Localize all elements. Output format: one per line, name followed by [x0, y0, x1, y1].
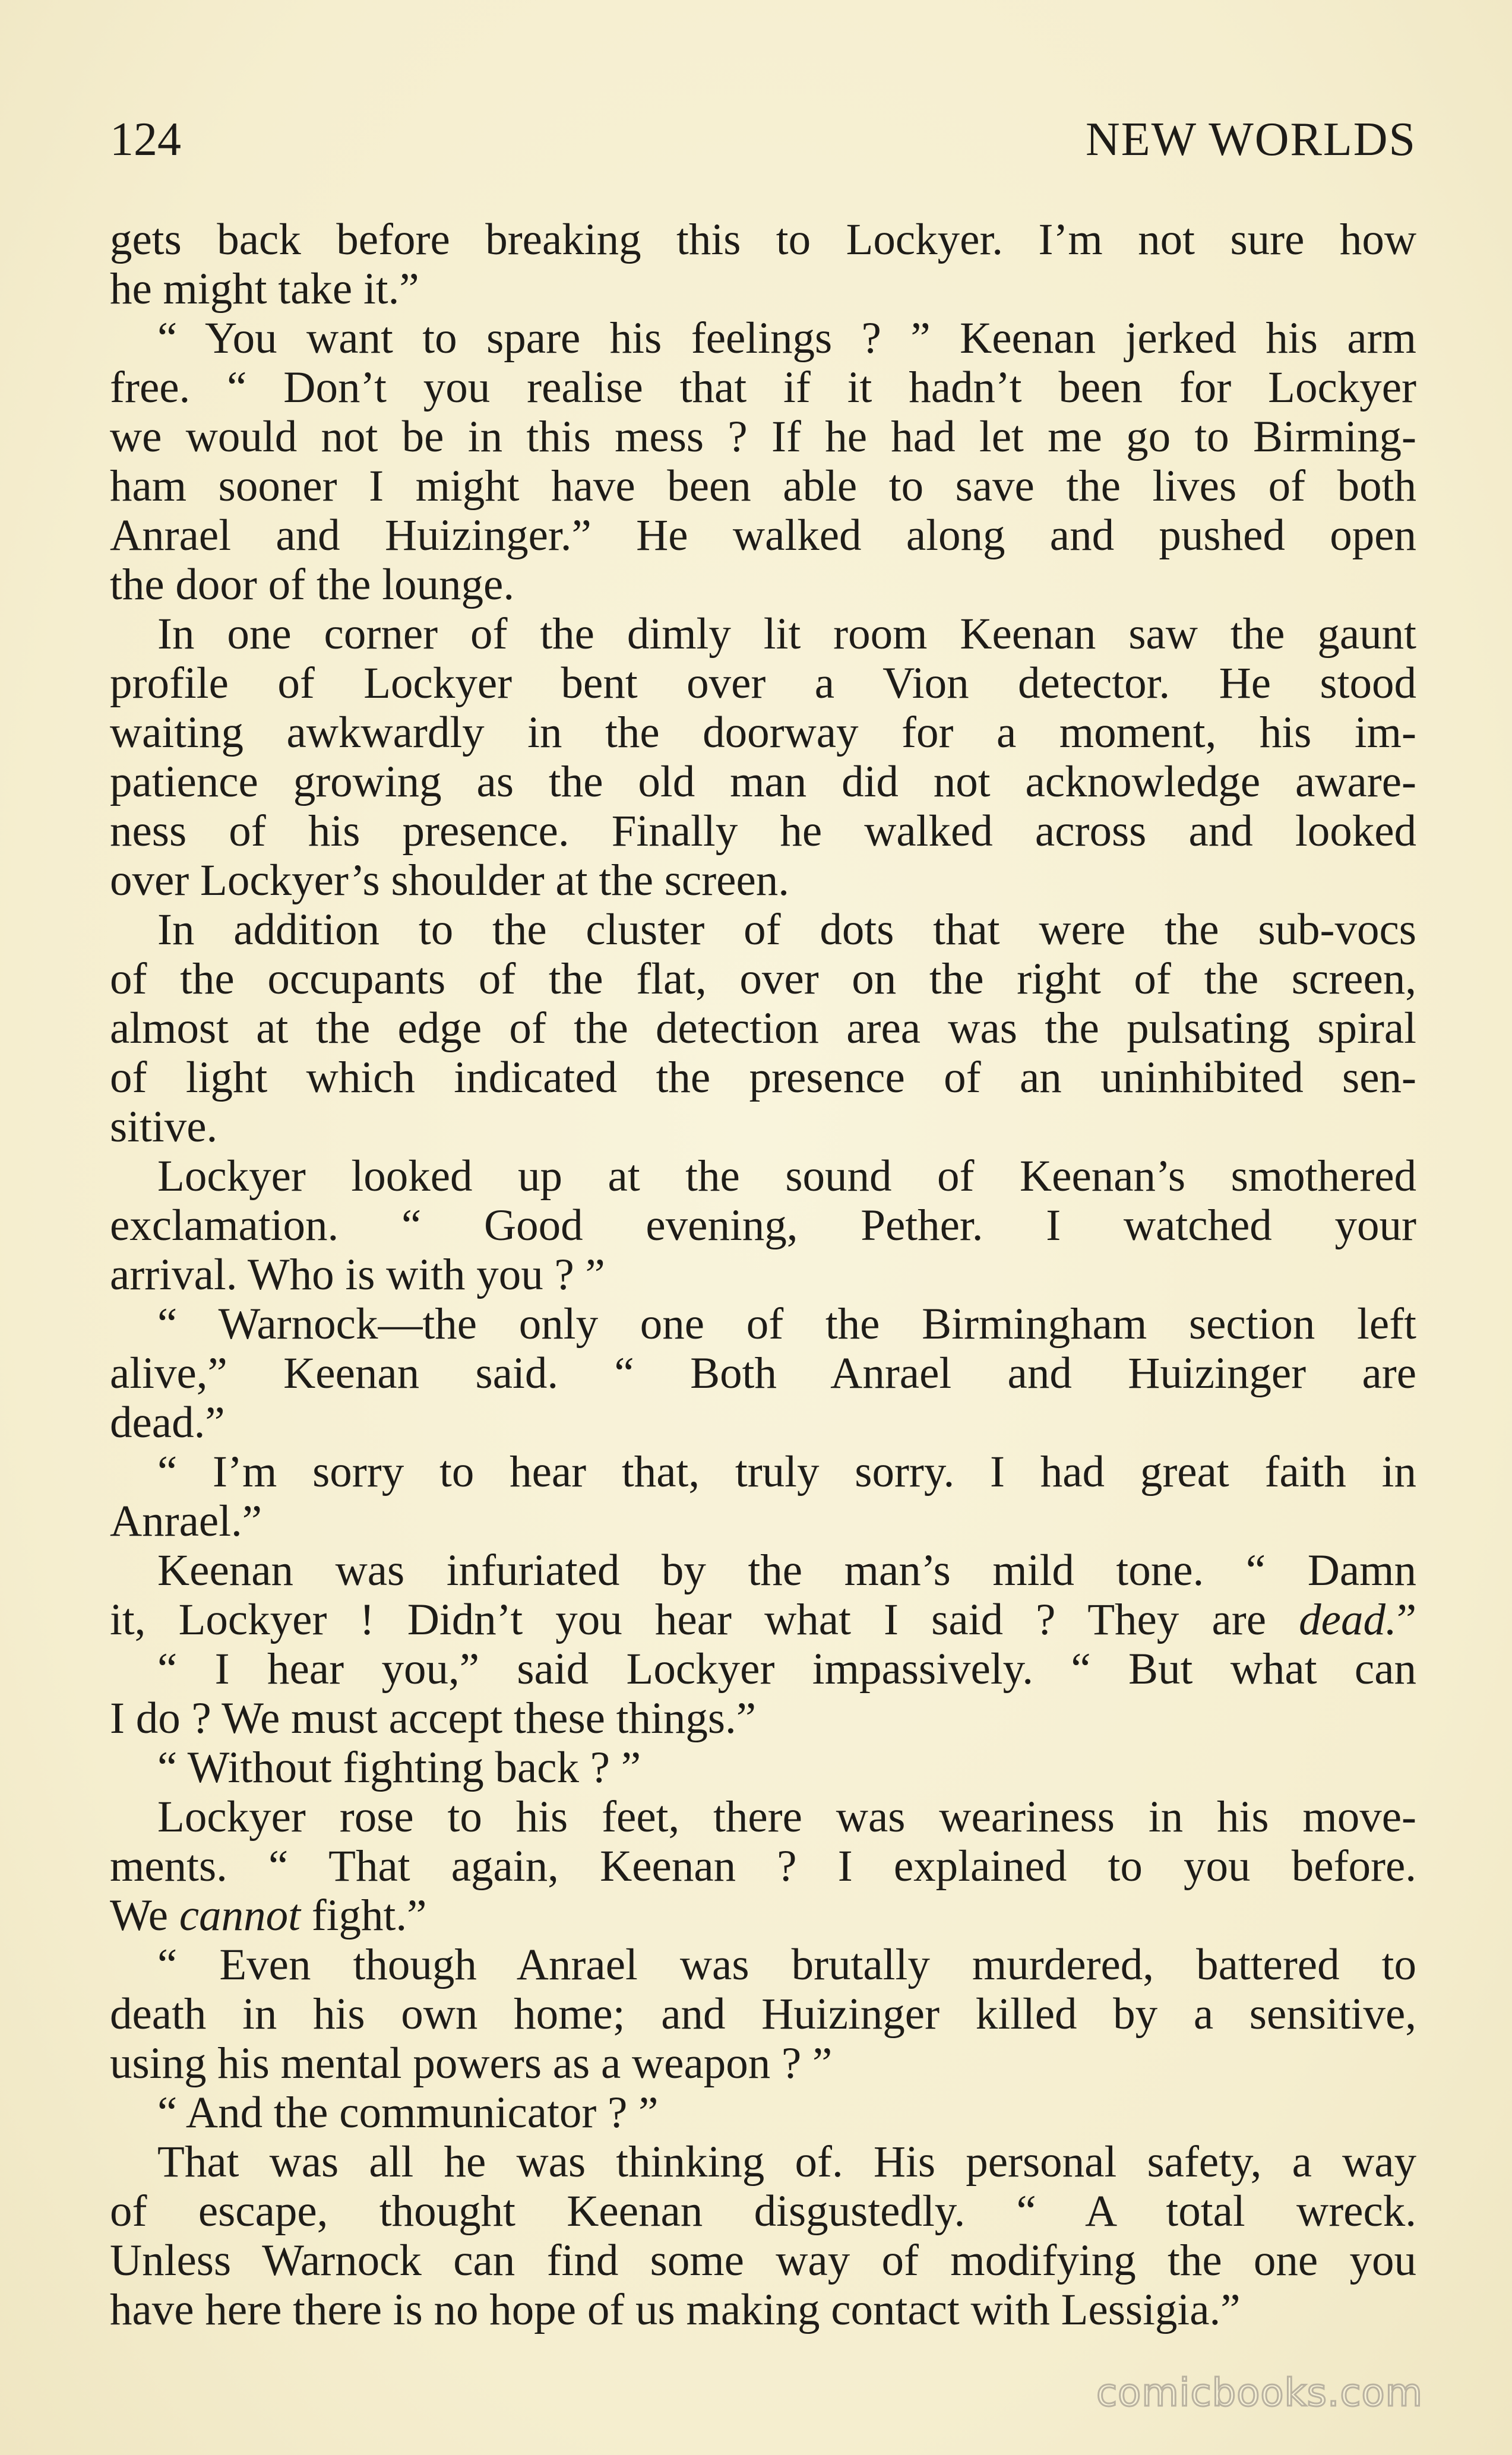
text-line [110, 363, 1416, 412]
text-line-content: using his mental powers as a weapon ? ” [110, 2039, 833, 2088]
text-line [110, 1497, 1416, 1546]
text-line-content: patience growing as the old man did not acknowledge aware- [110, 757, 1416, 806]
text-line [110, 2236, 1416, 2285]
text-line-content: it, Lockyer ! Didn’t you hear what I said ? They are [110, 1595, 1299, 1644]
text-line [110, 757, 1416, 806]
text-line [110, 806, 1416, 856]
text-line-tail: fight.” [300, 1891, 427, 1940]
text-line [110, 1842, 1416, 1891]
text-line-content: “ I’m sorry to hear that, truly sorry. I had great faith in [157, 1447, 1416, 1497]
text-line [110, 560, 1416, 609]
text-line [110, 1989, 1416, 2039]
page-header [110, 113, 1416, 166]
text-line-content: “ Even though Anrael was brutally murdered, battered to [157, 1940, 1416, 1989]
text-line [110, 1299, 1416, 1349]
text-line-content: the door of the lounge. [110, 560, 515, 609]
text-line [110, 2187, 1416, 2236]
text-line [110, 1447, 1416, 1497]
text-line-content: “ Without fighting back ? ” [157, 1743, 641, 1792]
text-line [110, 1053, 1416, 1102]
text-line-content: ness of his presence. Finally he walked across and looked [110, 806, 1416, 856]
italic-emphasis: cannot [179, 1891, 300, 1940]
text-line-content: That was all he was thinking of. His personal safety, a way [157, 2137, 1416, 2187]
text-line [110, 1151, 1416, 1201]
text-line-tail: ” [1396, 1595, 1416, 1644]
text-line [110, 1644, 1416, 1694]
text-line [110, 1250, 1416, 1299]
text-line [110, 609, 1416, 659]
text-line [110, 708, 1416, 757]
text-line [110, 314, 1416, 363]
running-title: NEW WORLDS [1085, 113, 1416, 166]
text-line [110, 1891, 1416, 1940]
text-line-content: Anrael and Huizinger.” He walked along and pushed open [110, 511, 1416, 560]
text-line [110, 1201, 1416, 1250]
text-line-content: Lockyer rose to his feet, there was weariness in his move- [157, 1792, 1416, 1842]
text-line-content: “ You want to spare his feelings ? ” Keenan jerked his arm [157, 314, 1416, 363]
text-line [110, 461, 1416, 511]
text-line [110, 2137, 1416, 2187]
text-line [110, 1398, 1416, 1447]
text-line-content: free. “ Don’t you realise that if it hadn’t been for Lockyer [110, 363, 1416, 412]
text-line-content: In addition to the cluster of dots that were the sub-vocs [157, 905, 1416, 954]
text-line-content: he might take it.” [110, 264, 419, 314]
text-line-content: death in his own home; and Huizinger killed by a sensitive, [110, 1989, 1416, 2039]
text-line-content: Keenan was infuriated by the man’s mild tone. “ Damn [157, 1546, 1416, 1595]
text-line [110, 1349, 1416, 1398]
text-line [110, 659, 1416, 708]
text-line [110, 905, 1416, 954]
text-line-content: “ I hear you,” said Lockyer impassively. “ But what can [157, 1644, 1416, 1694]
text-line [110, 2088, 1416, 2137]
text-line [110, 1792, 1416, 1842]
text-line [110, 2285, 1416, 2334]
text-line [110, 1743, 1416, 1792]
text-line [110, 1694, 1416, 1743]
text-line-content: alive,” Keenan said. “ Both Anrael and Huizinger are [110, 1349, 1416, 1398]
text-line-content: “ And the communicator ? ” [157, 2088, 659, 2137]
text-line-content: of the occupants of the flat, over on the right of the screen, [110, 954, 1416, 1004]
text-line-content: ments. “ That again, Keenan ? I explained to you before. [110, 1842, 1416, 1891]
text-line-content: Unless Warnock can find some way of modifying the one you [110, 2236, 1416, 2285]
watermark: comicbooks.com [1096, 2371, 1423, 2415]
text-line-content: dead.” [110, 1398, 225, 1447]
text-line-content: I do ? We must accept these things.” [110, 1694, 757, 1743]
text-line-content: Anrael.” [110, 1497, 262, 1546]
page-number: 124 [110, 113, 181, 166]
text-line-content: we would not be in this mess ? If he had let me go to Birming- [110, 412, 1416, 461]
text-line [110, 412, 1416, 461]
text-line-content: profile of Lockyer bent over a Vion detector. He stood [110, 659, 1416, 708]
text-line [110, 511, 1416, 560]
body-text [110, 215, 1416, 2334]
italic-emphasis: dead. [1299, 1595, 1397, 1644]
text-line-content: “ Warnock—the only one of the Birmingham section left [157, 1299, 1416, 1349]
text-line-content: arrival. Who is with you ? ” [110, 1250, 605, 1299]
text-line-content: ham sooner I might have been able to save the lives of both [110, 461, 1416, 511]
text-line [110, 1546, 1416, 1595]
text-line-content: gets back before breaking this to Lockyer. I’m not sure how [110, 215, 1416, 264]
text-line [110, 1940, 1416, 1989]
text-line-content: We [110, 1891, 179, 1940]
text-line-content: sitive. [110, 1102, 218, 1151]
text-line [110, 1595, 1416, 1644]
text-line-content: have here there is no hope of us making contact with Lessigia.” [110, 2285, 1241, 2334]
text-line-content: In one corner of the dimly lit room Keenan saw the gaunt [157, 609, 1416, 659]
text-line-content: of light which indicated the presence of an uninhibited sen- [110, 1053, 1416, 1102]
text-line [110, 215, 1416, 264]
text-line [110, 264, 1416, 314]
text-line-content: over Lockyer’s shoulder at the screen. [110, 856, 790, 905]
text-line [110, 1102, 1416, 1151]
text-line [110, 856, 1416, 905]
text-line [110, 954, 1416, 1004]
text-line-content: waiting awkwardly in the doorway for a moment, his im- [110, 708, 1416, 757]
text-line-content: Lockyer looked up at the sound of Keenan’s smothered [157, 1151, 1416, 1201]
text-line-content: exclamation. “ Good evening, Pether. I watched your [110, 1201, 1416, 1250]
text-line [110, 2039, 1416, 2088]
text-line-content: of escape, thought Keenan disgustedly. “ A total wreck. [110, 2187, 1416, 2236]
text-line [110, 1004, 1416, 1053]
text-line-content: almost at the edge of the detection area was the pulsating spiral [110, 1004, 1416, 1053]
